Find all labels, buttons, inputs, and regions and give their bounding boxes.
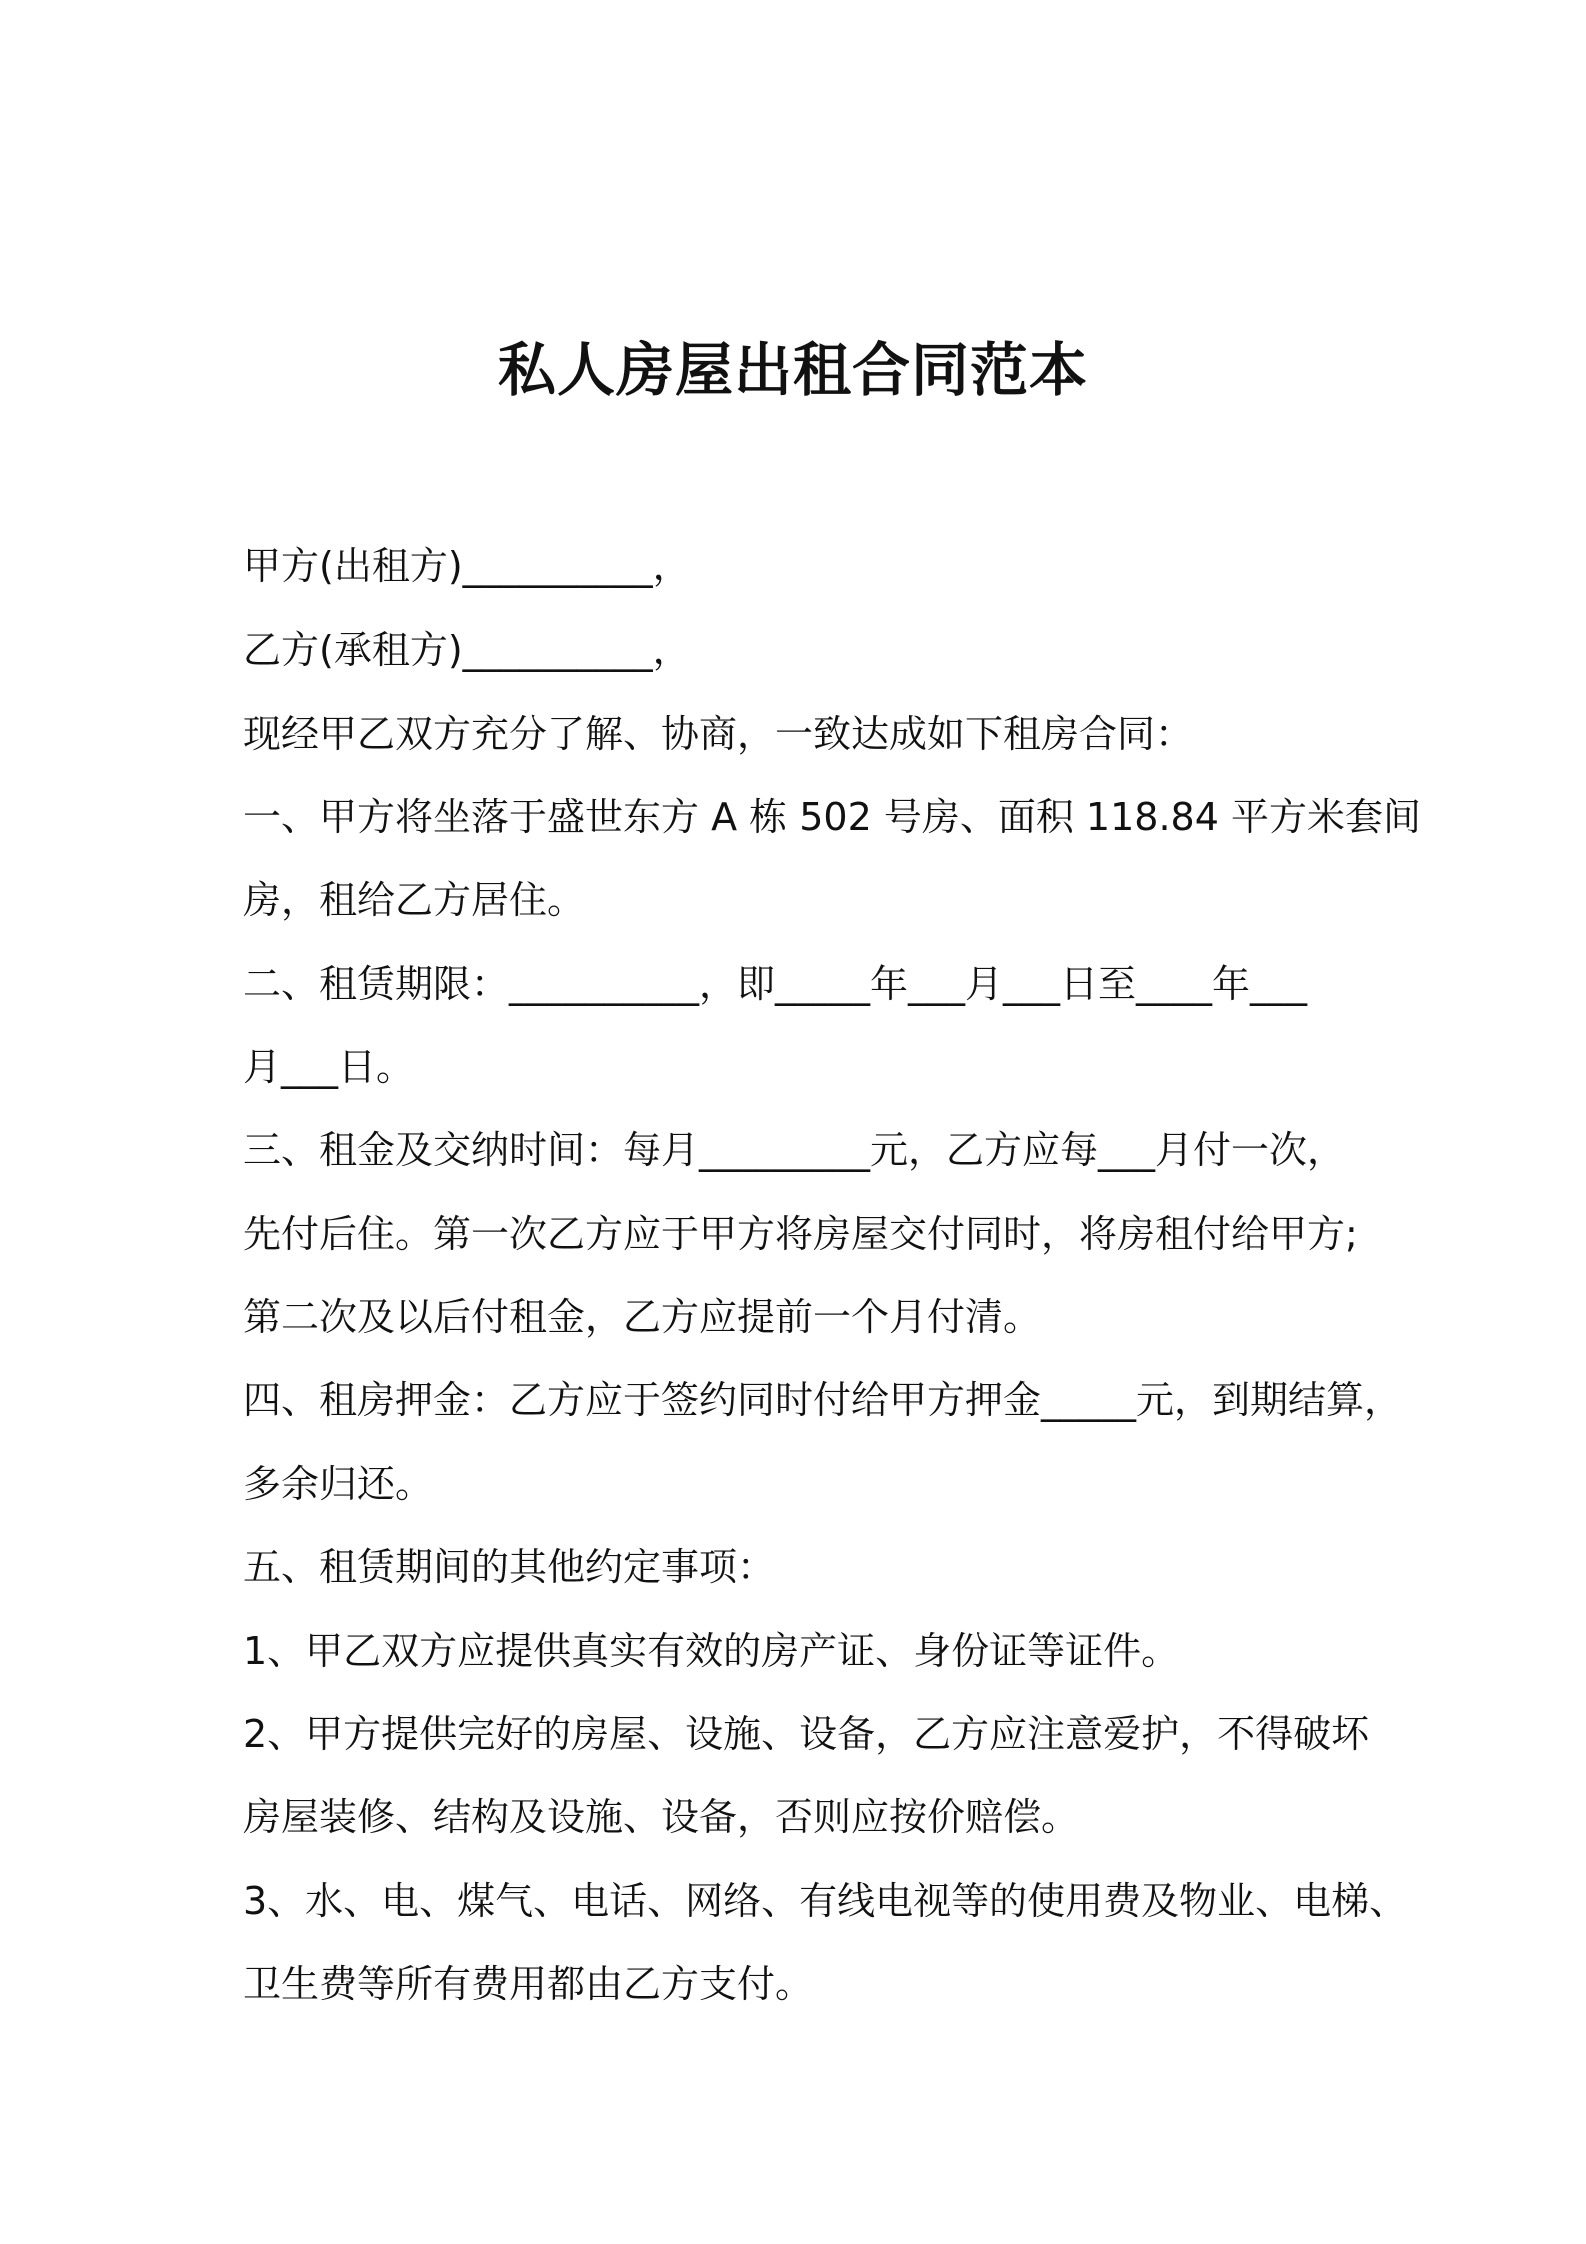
clause-1-line-2: 房，租给乙方居住。 xyxy=(243,878,586,922)
item-1-line: 1、甲乙双方应提供真实有效的房产证、身份证等证件。 xyxy=(243,1629,1180,1673)
clause-1-line-1: 一、甲方将坐落于盛世东方 A 栋 502 号房、面积 118.84 平方米套间 xyxy=(243,795,1421,839)
clause-3-line-1: 三、租金及交纳时间：每月_________元，乙方应每___月付一次， xyxy=(243,1128,1346,1172)
clause-3-line-3: 第二次及以后付租金，乙方应提前一个月付清。 xyxy=(243,1295,1042,1339)
intro-line: 现经甲乙双方充分了解、协商，一致达成如下租房合同： xyxy=(243,712,1194,756)
clause-2-line-1: 二、租赁期限：__________，即_____年___月___日至____年___ xyxy=(243,962,1308,1006)
party-b-line: 乙方(承租方)__________， xyxy=(243,628,691,672)
clause-4-line-1: 四、租房押金：乙方应于签约同时付给甲方押金_____元，到期结算， xyxy=(243,1378,1403,1422)
item-3-line-1: 3、水、电、煤气、电话、网络、有线电视等的使用费及物业、电梯、 xyxy=(243,1879,1408,1923)
clause-2-line-2: 月___日。 xyxy=(243,1045,415,1089)
clause-4-line-2: 多余归还。 xyxy=(243,1462,434,1506)
party-a-line: 甲方(出租方)__________， xyxy=(243,544,691,588)
clause-3-line-2: 先付后住。第一次乙方应于甲方将房屋交付同时，将房租付给甲方; xyxy=(243,1212,1358,1256)
item-2-line-2: 房屋装修、结构及设施、设备，否则应按价赔偿。 xyxy=(243,1795,1080,1839)
item-3-line-2: 卫生费等所有费用都由乙方支付。 xyxy=(243,1962,814,2006)
document-title: 私人房屋出租合同范本 xyxy=(497,336,1088,404)
item-2-line-1: 2、甲方提供完好的房屋、设施、设备，乙方应注意爱护，不得破坏 xyxy=(243,1712,1370,1756)
clause-5-heading: 五、租赁期间的其他约定事项： xyxy=(243,1545,776,1589)
